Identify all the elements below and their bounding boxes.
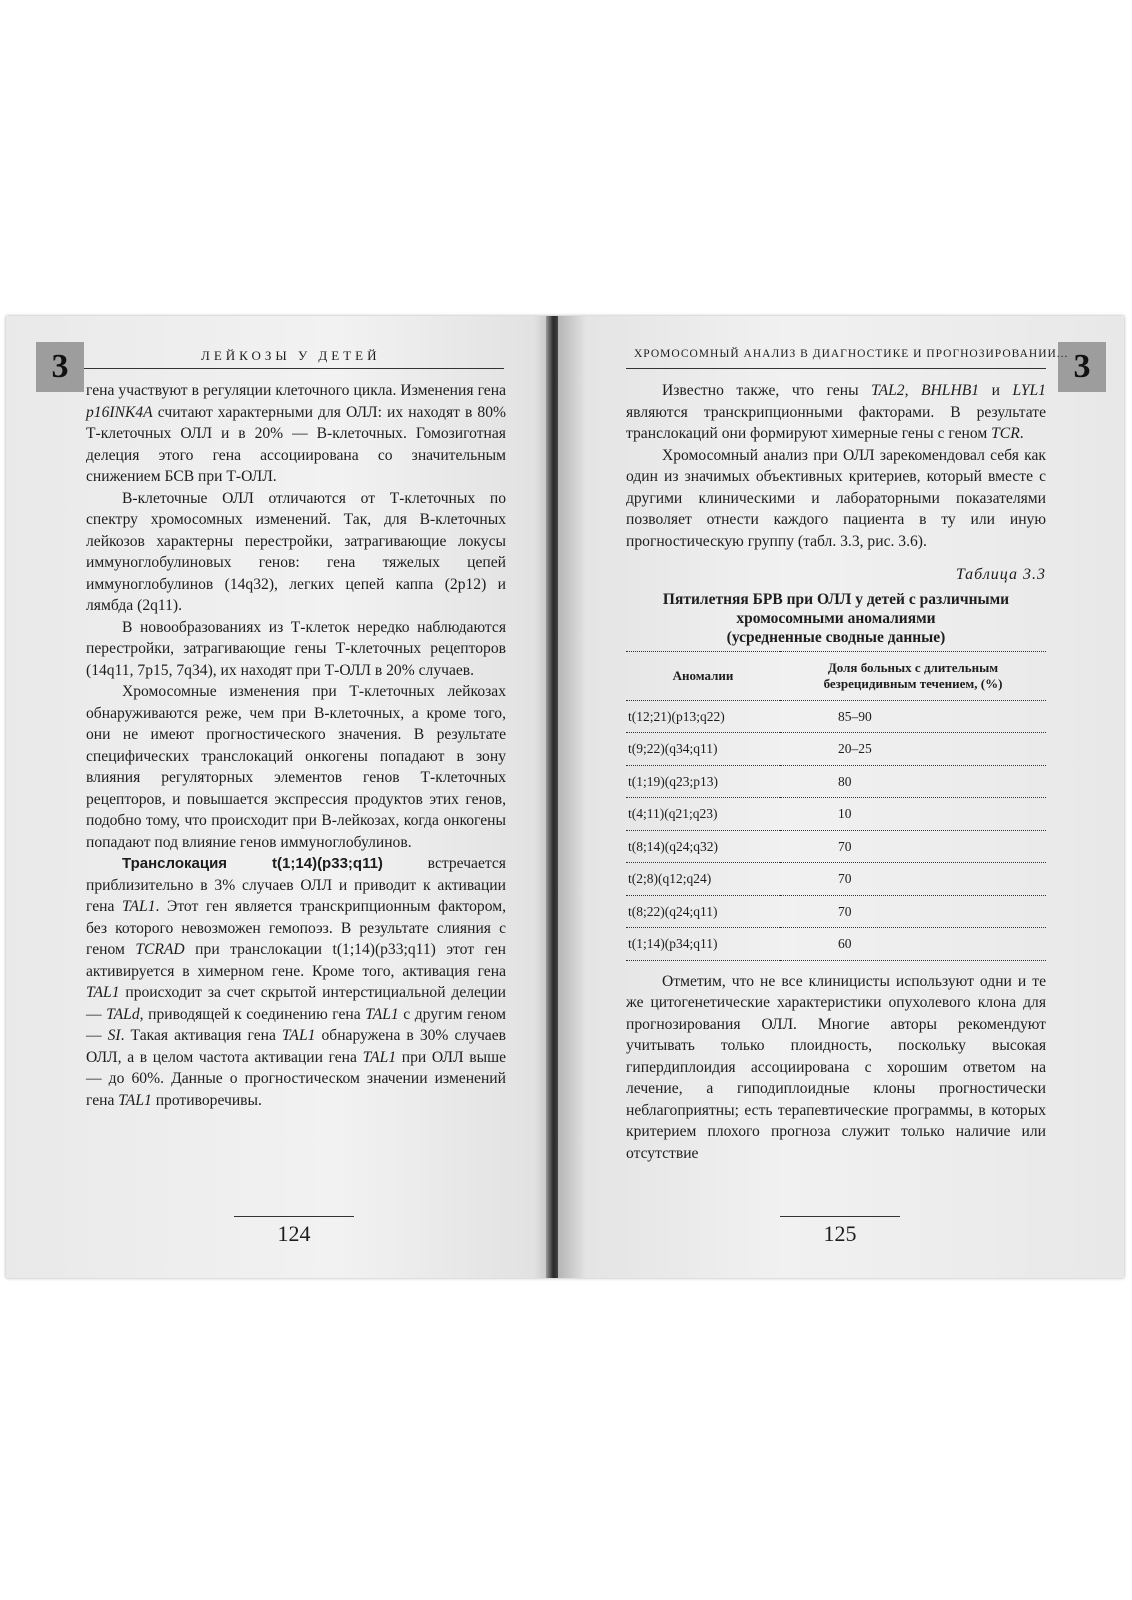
page-number-rule — [780, 1216, 900, 1217]
table-title: Пятилетняя БРВ при ОЛЛ у детей с различными хромосомными аномалиями (усредненные сводные данные) — [662, 590, 1010, 646]
book-spread — [6, 316, 1124, 1278]
paragraph: Хромосомный анализ при ОЛЛ зарекомендовал себя как один из значимых объективных критериев, который вместе с другими клиническими и лабораторными показателями позволяет отнести каждого пациента в ту или иную прогностическую группу (табл. 3.3, рис. 3.6). — [626, 446, 1046, 550]
table-header-share: Доля больных с длительным безрецидивным течением, (%) — [780, 651, 1046, 700]
paragraph: Транслокация t(1;14)(p33;q11) встречается приблизительно в 3% случаев ОЛЛ и приводит к активации гена TAL1. Этот ген является транскрипционным фактором, без которого невозможен гемопоэз. В результате слияния с геном TCRAD при транслокации t(1;14)(p33;q11) этот ген активируется в химерном гене. Кроме того, активация гена TAL1 происходит за счет скрытой интерстициальной делеции — TALd, приводящей к соединению гена TAL1 с другим геном — SI. Такая активация гена TAL1 обнаружена в 30% случаев ОЛЛ, а в целом частота активации гена TAL1 при ОЛЛ выше — до 60%. Данные о прогностическом значении изменений гена TAL1 противоречивы. — [86, 855, 506, 1109]
anomaly-cell: t(8;14)(q24;q32) — [626, 830, 780, 863]
value-cell: 85–90 — [780, 700, 1046, 733]
table-row — [626, 895, 1046, 928]
paragraph: Известно также, что гены TAL2, BHLHB1 и LYL1 являются транскрипционными факторами. В результате транслокаций они формируют химерные гены с геном TCR. — [626, 382, 1046, 442]
paragraph: Отметим, что не все клиницисты используют одни и те же цитогенетические характеристики опухолевого клона для прогнозирования ОЛЛ. Многие авторы рекомендуют учитывать только плоидность, поскольку высокая гипердиплоидия ассоциирована с хорошим ответом на лечение, а гиподиплоидные клоны прогностически неблагоприятны; есть терапевтические программы, в которых критерием плохого прогноза служит только наличие или отсутствие — [626, 972, 1046, 1162]
table-header-row — [626, 651, 1046, 700]
anomaly-cell: t(9;22)(q34;q11) — [626, 733, 780, 766]
anomaly-cell: t(4;11)(q21;q23) — [626, 798, 780, 831]
left-page — [6, 316, 556, 1278]
value-cell: 80 — [780, 765, 1046, 798]
value-cell: 20–25 — [780, 733, 1046, 766]
table-row — [626, 863, 1046, 896]
table-row — [626, 830, 1046, 863]
anomaly-cell: t(12;21)(p13;q22) — [626, 700, 780, 733]
running-head: ЛЕЙКОЗЫ У ДЕТЕЙ — [201, 348, 381, 363]
header-rule — [626, 368, 1046, 369]
running-head: ХРОМОСОМНЫЙ АНАЛИЗ В ДИАГНОСТИКЕ И ПРОГНОЗИРОВАНИИ... — [634, 348, 1069, 360]
chapter-tab: 3 — [1058, 342, 1106, 392]
table-caption: Таблица 3.3 — [955, 566, 1046, 583]
table-row — [626, 700, 1046, 733]
value-cell: 70 — [780, 830, 1046, 863]
anomaly-cell: t(2;8)(q12;q24) — [626, 863, 780, 896]
paragraph: гена участвуют в регуляции клеточного цикла. Изменения гена p16INK4A считают характерными для ОЛЛ: их находят в 80% Т-клеточных ОЛЛ и в 20% — В-клеточных. Гомозиготная делеция этого гена ассоциирована со значительным снижением БСВ при Т-ОЛЛ. — [86, 382, 506, 485]
table-row — [626, 765, 1046, 798]
paragraph: Хромосомные изменения при Т-клеточных лейкозах обнаруживаются реже, чем при В-клеточных, а кроме того, они не имеют прогностического значения. В результате специфических транслокаций онкогены попадают в зону влияния регуляторных элементов генов Т-клеточных рецепторов, и повышается экспрессия продуктов этих генов, подобно тому, что происходит при В-лейкозах, когда онкогены попадают под влияние генов иммуноглобулинов. — [86, 683, 506, 851]
anomaly-cell: t(8;22)(q24;q11) — [626, 895, 780, 928]
paragraph: В новообразованиях из Т-клеток нередко наблюдаются перестройки, затрагивающие гены Т-клеточных рецепторов (14q11, 7p15, 7q34), их находят при Т-ОЛЛ в 20% случаев. — [86, 618, 506, 679]
table-row — [626, 733, 1046, 766]
anomaly-cell: t(1;14)(p34;q11) — [626, 928, 780, 961]
left-page-text — [86, 380, 506, 1111]
header-rule — [84, 368, 504, 369]
value-cell: 60 — [780, 928, 1046, 961]
table-row — [626, 798, 1046, 831]
right-page — [558, 316, 1124, 1278]
paragraph: В-клеточные ОЛЛ отличаются от Т-клеточных по спектру хромосомных изменений. Так, для В-клеточных лейкозов характерны перестройки, затрагивающие локусы иммуноглобулиновых генов: гена тяжелых цепей иммуноглобулинов (14q32), легких цепей каппа (2p12) и лямбда (2q11). — [86, 489, 506, 614]
run-in-heading: Транслокация t(1;14)(p33;q11) — [122, 855, 383, 872]
right-page-text — [626, 380, 1046, 1164]
chapter-tab: 3 — [36, 342, 84, 392]
value-cell: 10 — [780, 798, 1046, 831]
page-number: 125 — [823, 1221, 857, 1246]
value-cell: 70 — [780, 895, 1046, 928]
table-header-anomaly: Аномалии — [626, 651, 780, 700]
page-number: 124 — [277, 1221, 311, 1246]
anomaly-cell: t(1;19)(q23;p13) — [626, 765, 780, 798]
page-number-rule — [234, 1216, 354, 1217]
table-row — [626, 928, 1046, 961]
value-cell: 70 — [780, 863, 1046, 896]
anomalies-table — [626, 651, 1046, 961]
